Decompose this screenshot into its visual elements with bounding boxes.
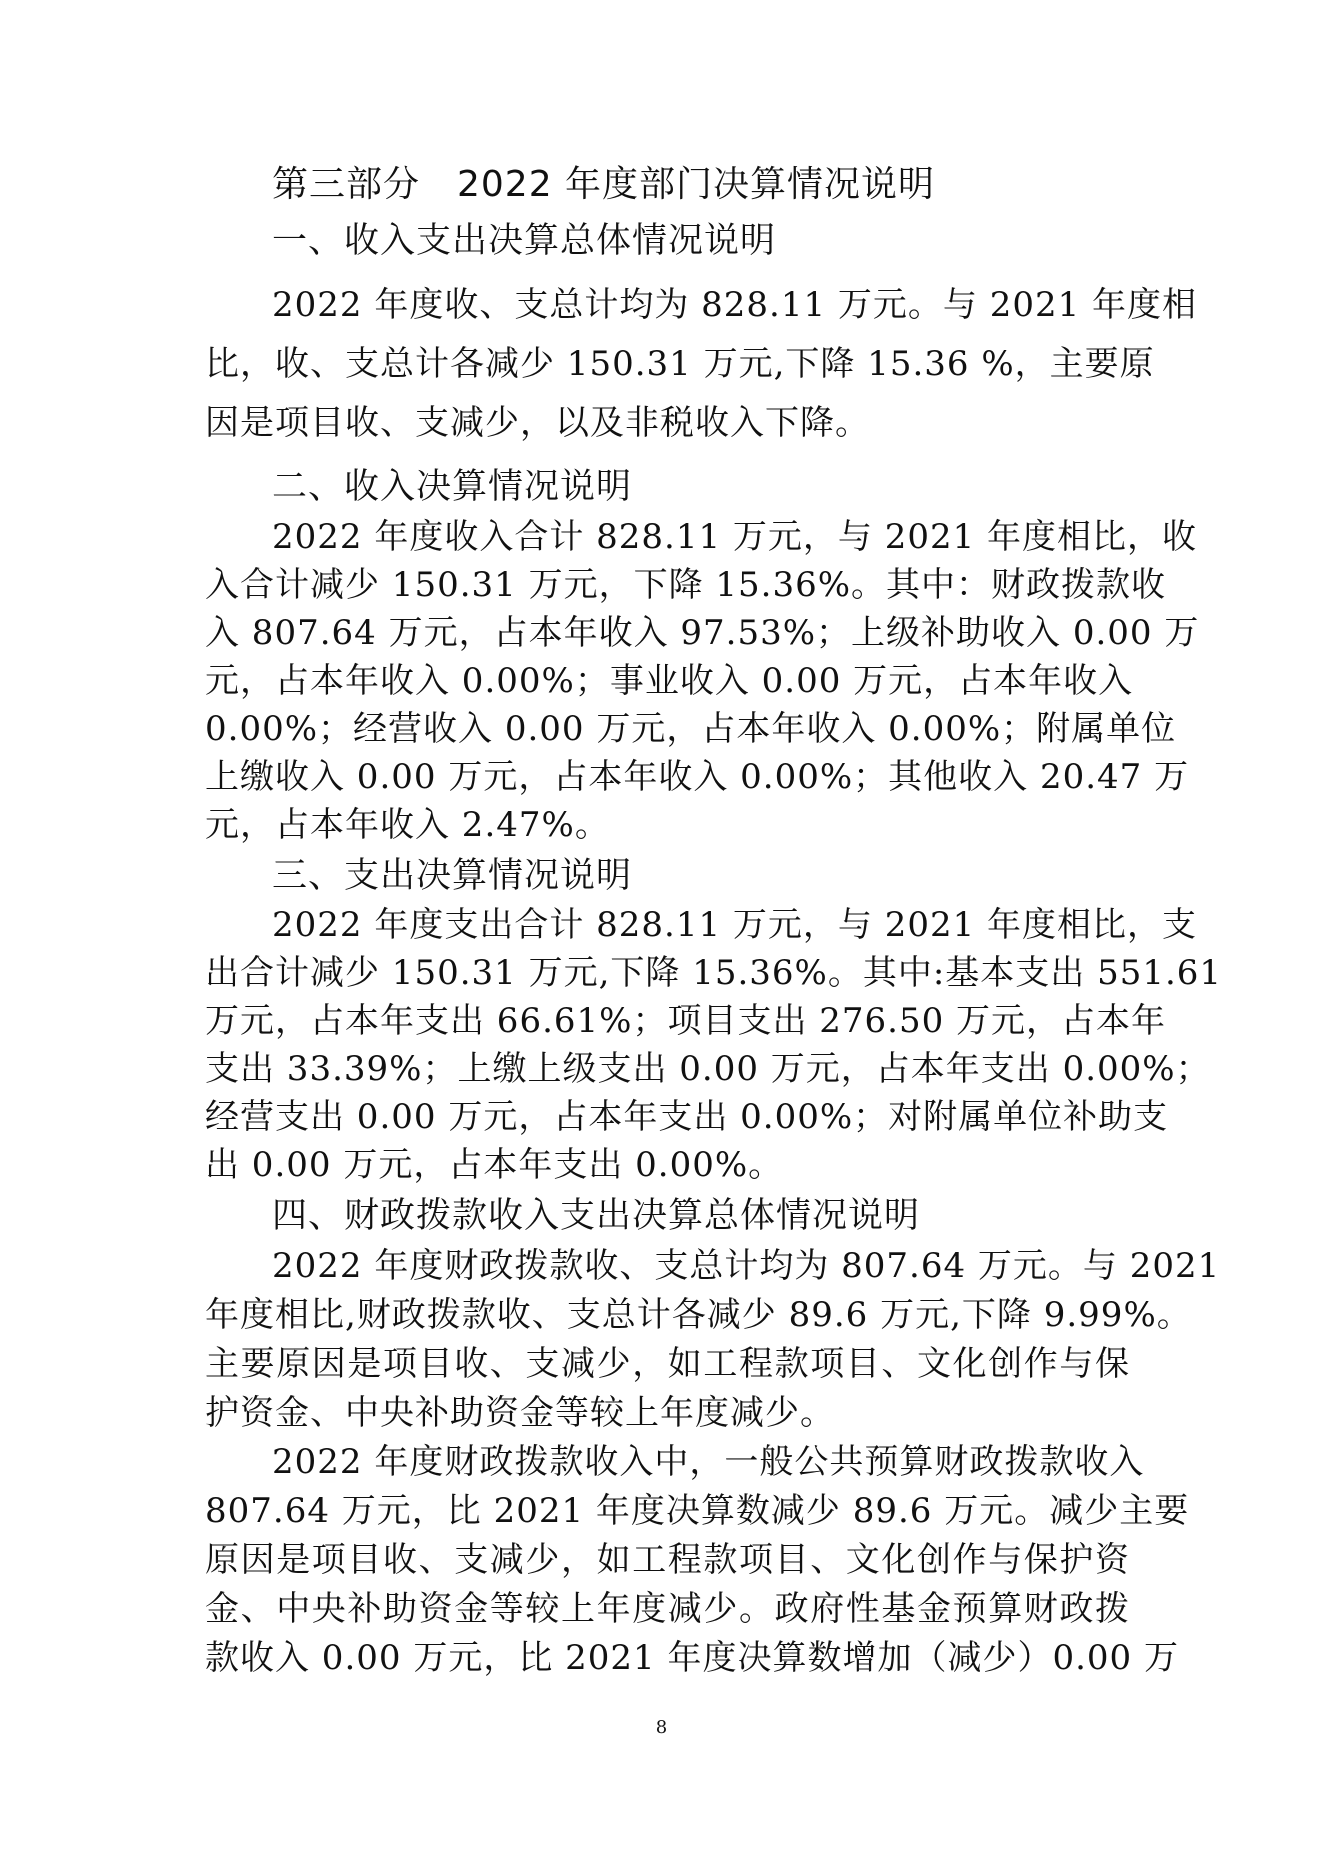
paragraph-line: 2022 年度财政拨款收入中，一般公共预算财政拨款收入 <box>272 1442 1145 1482</box>
paragraph-line: 出 0.00 万元，占本年支出 0.00%。 <box>205 1145 784 1185</box>
paragraph-line: 经营支出 0.00 万元，占本年支出 0.00%；对附属单位补助支 <box>205 1097 1169 1137</box>
paragraph-line: 金、中央补助资金等较上年度减少。政府性基金预算财政拨 <box>205 1589 1130 1629</box>
document-title: 第三部分 2022 年度部门决算情况说明 <box>272 164 936 205</box>
paragraph-line: 年度相比,财政拨款收、支总计各减少 89.6 万元,下降 9.99%。 <box>205 1295 1192 1335</box>
paragraph-line: 支出 33.39%；上缴上级支出 0.00 万元，占本年支出 0.00%； <box>205 1049 1211 1089</box>
paragraph-line: 款收入 0.00 万元，比 2021 年度决算数增加（减少）0.00 万 <box>205 1638 1179 1678</box>
paragraph-line: 2022 年度财政拨款收、支总计均为 807.64 万元。与 2021 <box>272 1246 1221 1286</box>
paragraph-line: 主要原因是项目收、支减少，如工程款项目、文化创作与保 <box>205 1344 1130 1384</box>
paragraph-line: 2022 年度收、支总计均为 828.11 万元。与 2021 年度相 <box>272 285 1198 325</box>
paragraph-line: 原因是项目收、支减少，如工程款项目、文化创作与保护资 <box>205 1540 1130 1580</box>
paragraph-line: 2022 年度收入合计 828.11 万元，与 2021 年度相比，收 <box>272 517 1198 557</box>
paragraph-line: 入 807.64 万元，占本年收入 97.53%；上级补助收入 0.00 万 <box>205 613 1200 653</box>
paragraph-line: 比，收、支总计各减少 150.31 万元,下降 15.36 %，主要原 <box>205 344 1155 384</box>
section-heading-3: 三、支出决算情况说明 <box>272 856 633 896</box>
page-number: 8 <box>655 1717 668 1738</box>
paragraph-line: 因是项目收、支减少，以及非税收入下降。 <box>205 403 870 443</box>
paragraph-line: 元，占本年收入 2.47%。 <box>205 805 610 845</box>
paragraph-line: 万元，占本年支出 66.61%；项目支出 276.50 万元，占本年 <box>205 1001 1167 1041</box>
paragraph-line: 入合计减少 150.31 万元，下降 15.36%。其中：财政拨款收 <box>205 565 1167 605</box>
paragraph-line: 0.00%；经营收入 0.00 万元，占本年收入 0.00%；附属单位 <box>205 709 1177 749</box>
paragraph-line: 上缴收入 0.00 万元，占本年收入 0.00%；其他收入 20.47 万 <box>205 757 1190 797</box>
paragraph-line: 元，占本年收入 0.00%；事业收入 0.00 万元，占本年收入 <box>205 661 1134 701</box>
section-heading-1: 一、收入支出决算总体情况说明 <box>272 221 777 261</box>
paragraph-line: 807.64 万元，比 2021 年度决算数减少 89.6 万元。减少主要 <box>205 1491 1190 1531</box>
paragraph-line: 出合计减少 150.31 万元,下降 15.36%。其中:基本支出 551.61 <box>205 953 1223 993</box>
section-heading-4: 四、财政拨款收入支出决算总体情况说明 <box>272 1196 921 1236</box>
section-heading-2: 二、收入决算情况说明 <box>272 467 633 507</box>
paragraph-line: 护资金、中央补助资金等较上年度减少。 <box>205 1393 835 1433</box>
paragraph-line: 2022 年度支出合计 828.11 万元，与 2021 年度相比，支 <box>272 905 1198 945</box>
